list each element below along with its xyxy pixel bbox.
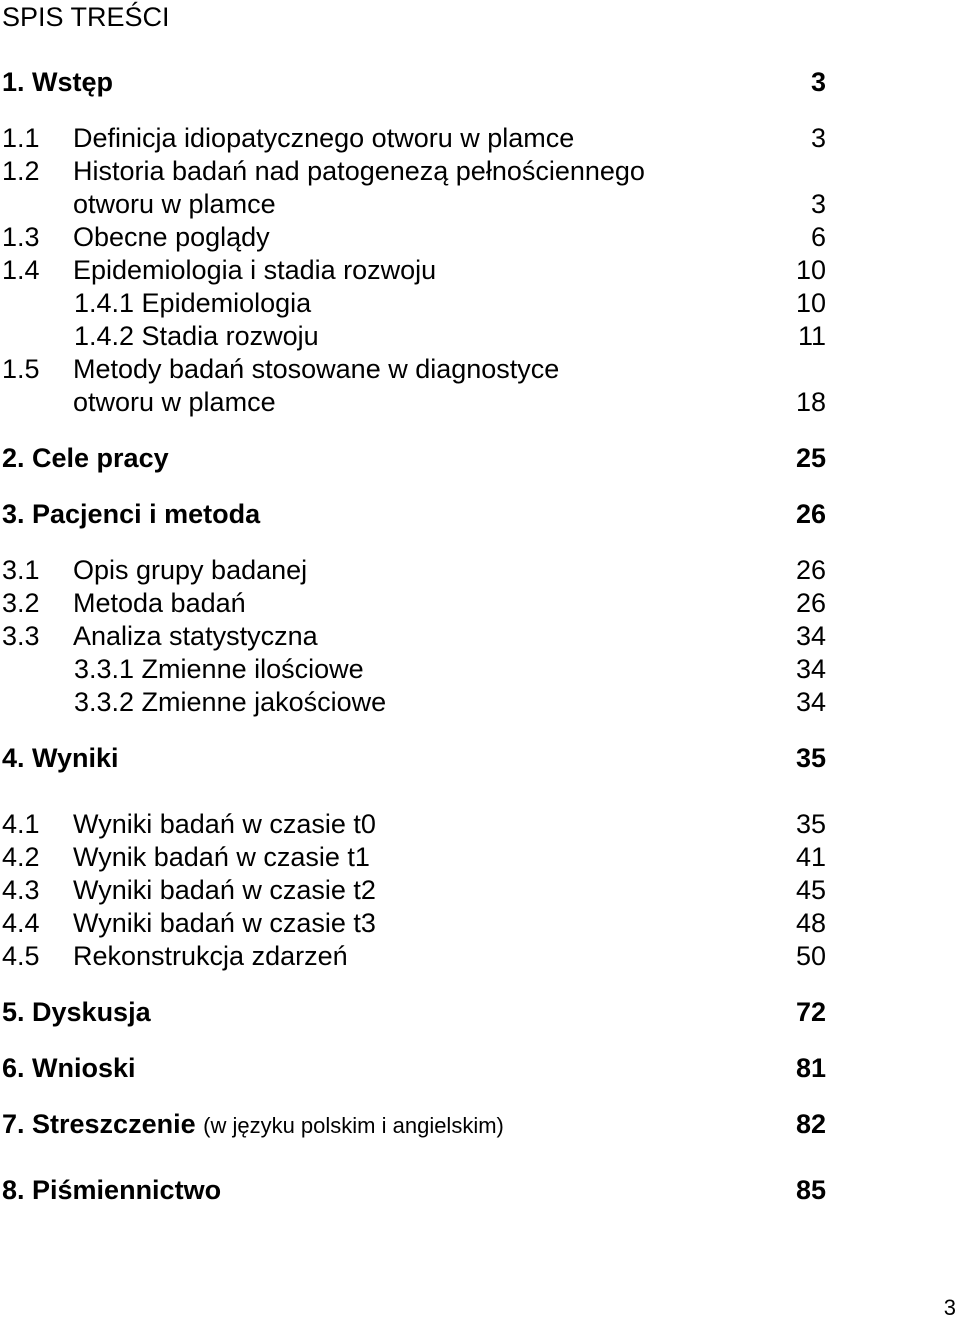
toc-page: 10: [795, 255, 826, 285]
toc-chapter-8: [0, 1174, 960, 1207]
toc-label: 6. Wnioski: [2, 1053, 136, 1083]
toc-page: 3: [810, 67, 826, 97]
toc-entry-4-5: [0, 940, 960, 973]
toc-chapter-6: [0, 1052, 960, 1085]
toc-page: 82: [795, 1109, 826, 1139]
toc-number: 1.3: [2, 222, 40, 252]
toc-chapter-5: [0, 996, 960, 1029]
toc-label: 5. Dyskusja: [2, 997, 151, 1027]
toc-label: Opis grupy badanej: [73, 555, 308, 585]
toc-page: 10: [795, 288, 826, 318]
toc-page: 25: [795, 443, 826, 473]
toc-page: 26: [795, 555, 826, 585]
toc-label: Metody badań stosowane w diagnostyce: [73, 354, 560, 384]
toc-number: 3.2: [2, 588, 40, 618]
toc-entry-1-3: [0, 221, 960, 254]
toc-number: 4.5: [2, 941, 40, 971]
toc-label: Wynik badań w czasie t1: [73, 842, 370, 872]
toc-entry-3-3-2: [0, 686, 960, 719]
toc-page: 34: [795, 621, 826, 651]
toc-page: 3: [810, 123, 826, 153]
toc-label: Historia badań nad patogenezą pełnościennego: [73, 156, 645, 186]
toc-label: Obecne poglądy: [73, 222, 270, 252]
toc-page: 6: [810, 222, 826, 252]
toc-label: Wyniki badań w czasie t3: [73, 908, 376, 938]
toc-entry-4-3: [0, 874, 960, 907]
toc-page: 34: [795, 687, 826, 717]
toc-number: 4.3: [2, 875, 40, 905]
toc-label: Rekonstrukcja zdarzeń: [73, 941, 348, 971]
toc-entry-1-5: [0, 353, 960, 386]
toc-label: 4. Wyniki: [2, 743, 119, 773]
toc-entry-1-5-continued: [0, 386, 960, 419]
toc-label: Definicja idiopatycznego otworu w plamce: [73, 123, 575, 153]
toc-label: Analiza statystyczna: [73, 621, 318, 651]
toc-label: 7. Streszczenie: [2, 1109, 196, 1139]
toc-chapter-1: [0, 66, 960, 99]
toc-number: 4.4: [2, 908, 40, 938]
toc-page: 85: [795, 1175, 826, 1205]
toc-label: 1.4.2 Stadia rozwoju: [74, 321, 319, 351]
toc-label-group: [2, 1108, 504, 1142]
toc-label: 2. Cele pracy: [2, 443, 169, 473]
toc-page: 11: [797, 321, 826, 351]
toc-page: 35: [795, 743, 826, 773]
toc-number: 3.1: [2, 555, 40, 585]
toc-entry-1-4: [0, 254, 960, 287]
toc-page: 26: [795, 588, 826, 618]
toc-label: 1. Wstęp: [2, 67, 114, 97]
toc-label: otworu w plamce: [73, 387, 276, 417]
page-number: 3: [943, 1295, 956, 1320]
toc-page: 3: [810, 189, 826, 219]
toc-label: 3.3.1 Zmienne ilościowe: [74, 654, 364, 684]
toc-label: 8. Piśmiennictwo: [2, 1175, 222, 1205]
toc-entry-1-2: [0, 155, 960, 188]
toc-note: (w języku polskim i angielskim): [203, 1113, 504, 1138]
toc-label: Wyniki badań w czasie t0: [73, 809, 376, 839]
toc-chapter-3: [0, 498, 960, 531]
toc-label: Epidemiologia i stadia rozwoju: [73, 255, 437, 285]
toc-entry-3-3: [0, 620, 960, 653]
toc-page: 34: [795, 654, 826, 684]
toc-label: otworu w plamce: [73, 189, 276, 219]
toc-number: 1.2: [2, 156, 40, 186]
toc-entry-3-1: [0, 554, 960, 587]
toc-label: 1.4.1 Epidemiologia: [74, 288, 312, 318]
toc-label: 3. Pacjenci i metoda: [2, 499, 261, 529]
toc-page: 50: [795, 941, 826, 971]
toc-page: 26: [795, 499, 826, 529]
toc-number: 1.4: [2, 255, 40, 285]
toc-page: 72: [795, 997, 826, 1027]
toc-label: 3.3.2 Zmienne jakościowe: [74, 687, 387, 717]
toc-page: 18: [795, 387, 826, 417]
toc-chapter-7: [0, 1108, 960, 1141]
toc-entry-4-1: [0, 808, 960, 841]
toc-page: 41: [795, 842, 826, 872]
toc-entry-1-4-1: [0, 287, 960, 320]
toc-entry-3-3-1: [0, 653, 960, 686]
toc-number: 1.5: [2, 354, 40, 384]
toc-page: 48: [795, 908, 826, 938]
toc-page: 45: [795, 875, 826, 905]
toc-number: 3.3: [2, 621, 40, 651]
toc-entry-1-1: [0, 122, 960, 155]
toc-number: 1.1: [2, 123, 40, 153]
toc-number: 4.2: [2, 842, 40, 872]
toc-chapter-2: [0, 442, 960, 475]
toc-entry-4-4: [0, 907, 960, 940]
toc-number: 4.1: [2, 809, 40, 839]
toc-entry-1-4-2: [0, 320, 960, 353]
toc-entry-3-2: [0, 587, 960, 620]
page-title: SPIS TREŚCI: [2, 2, 170, 32]
toc-entry-4-2: [0, 841, 960, 874]
toc-chapter-4: [0, 742, 960, 775]
toc-label: Metoda badań: [73, 588, 246, 618]
toc-page: 35: [795, 809, 826, 839]
toc-page: 81: [795, 1053, 826, 1083]
toc-label: Wyniki badań w czasie t2: [73, 875, 376, 905]
toc-entry-1-2-continued: [0, 188, 960, 221]
